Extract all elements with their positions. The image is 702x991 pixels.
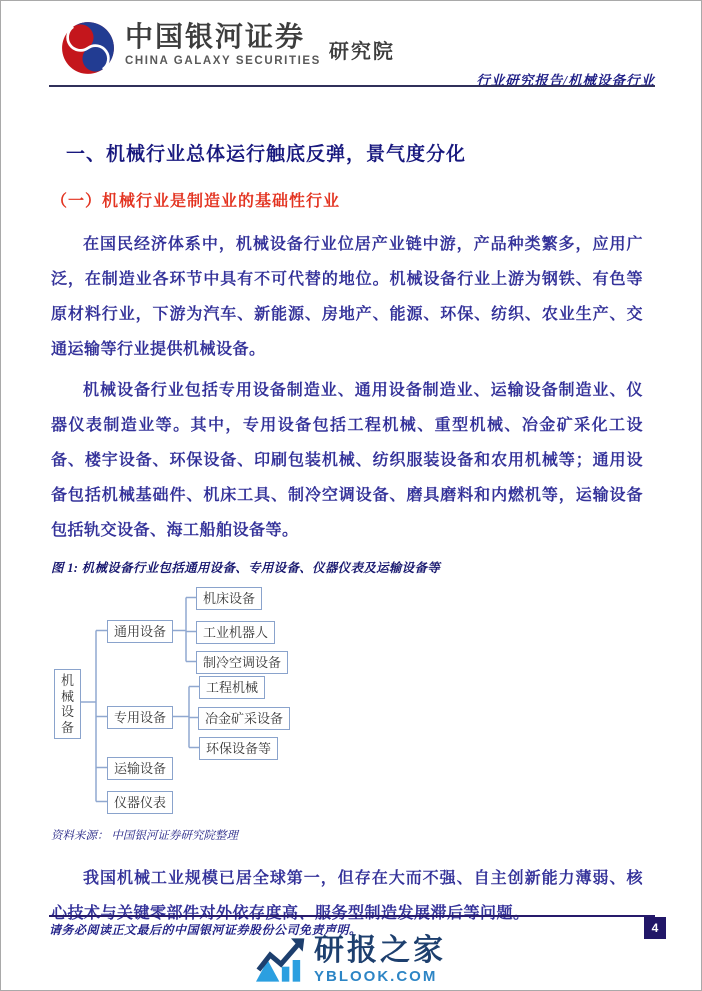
tree-node-leaf: 制冷空调设备 bbox=[196, 651, 288, 674]
body-paragraph: 机械设备行业包括专用设备制造业、通用设备制造业、运输设备制造业、仪器仪表制造业等。其中，专用设备包括工程机械、重型机械、冶金矿采化工设备、楼宇设备、环保设备、印刷包装机械、纺织服装设备和农用机械等；通用设备包括机械基础件、机床工具、制冷空调设备、磨具磨料和内燃机等，运输设备包括轨交设备、海工船舶设备等。 bbox=[51, 382, 643, 539]
figure-source-note: 资料来源： 中国银河证券研究院整理 bbox=[51, 830, 238, 842]
brand-suffix: 研究院 bbox=[328, 41, 395, 63]
tree-node-leaf: 环保设备等 bbox=[199, 737, 278, 760]
tree-node-branch: 专用设备 bbox=[107, 706, 173, 729]
subsection-title: （一）机械行业是制造业的基础性行业 bbox=[51, 193, 341, 210]
tree-connector-lines bbox=[51, 584, 371, 819]
main-content bbox=[51, 139, 643, 937]
footer-disclaimer: 请务必阅读正文最后的中国银河证券股份公司免责声明。 bbox=[49, 923, 362, 937]
tree-node-branch: 通用设备 bbox=[107, 620, 173, 643]
tree-node-leaf: 工业机器人 bbox=[196, 621, 275, 644]
tree-node-branch: 运输设备 bbox=[107, 757, 173, 780]
tree-node-branch: 仪器仪表 bbox=[107, 791, 173, 814]
body-paragraph: 我国机械工业规模已居全球第一，但存在大而不强、自主创新能力薄弱、核心技术与关键零部件对外依存度高、服务型制造发展滞后等问题。 bbox=[51, 870, 643, 922]
figure-caption: 图 1: 机械设备行业包括通用设备、专用设备、仪器仪表及运输设备等 bbox=[51, 561, 441, 575]
galaxy-logo-icon bbox=[61, 21, 115, 75]
tree-node-leaf: 工程机械 bbox=[199, 676, 265, 699]
page-number-badge: 4 bbox=[644, 917, 666, 939]
page-header bbox=[1, 1, 701, 87]
tree-node-leaf: 机床设备 bbox=[196, 587, 262, 610]
tree-node-leaf: 冶金矿采设备 bbox=[198, 707, 290, 730]
footer-divider bbox=[49, 915, 655, 917]
watermark-title: 研报之家 bbox=[314, 933, 446, 967]
figure-tree-diagram bbox=[51, 584, 371, 819]
chart-arrow-icon bbox=[256, 936, 306, 984]
brand-name-cn: 中国银河证券 bbox=[125, 21, 306, 52]
body-paragraph: 在国民经济体系中，机械设备行业位居产业链中游，产品种类繁多，应用广泛，在制造业各环节中具有不可代替的地位。机械设备行业上游为钢铁、有色等原材料行业，下游为汽车、新能源、房地产、能源、环保、纺织、农业生产、交通运输等行业提供机械设备。 bbox=[51, 236, 643, 358]
watermark-domain: YBLOOK.COM bbox=[314, 967, 438, 985]
tree-node-root: 机械设备 bbox=[54, 669, 81, 739]
brand-text bbox=[125, 21, 321, 67]
report-type-label: 行业研究报告/机械设备行业 bbox=[476, 73, 655, 88]
brand-block bbox=[61, 21, 395, 75]
brand-name-en: CHINA GALAXY SECURITIES bbox=[125, 55, 321, 67]
header-divider bbox=[49, 85, 655, 87]
section-title: 一、机械行业总体运行触底反弹，景气度分化 bbox=[66, 144, 467, 165]
watermark-text bbox=[314, 933, 446, 985]
watermark bbox=[1, 932, 701, 988]
